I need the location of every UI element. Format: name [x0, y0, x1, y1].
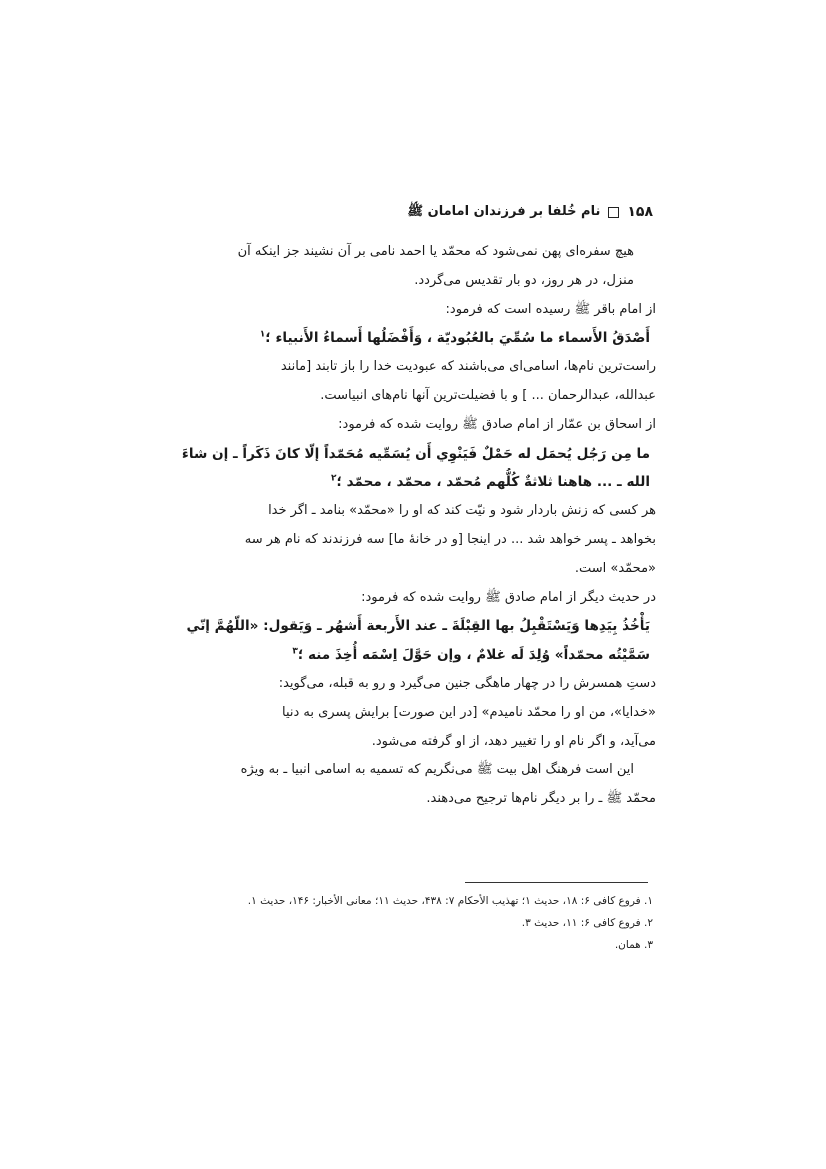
footnote-separator — [465, 882, 648, 883]
translation-line: هر کسی که زنش باردار شود و نیّت کند که او را «محمّد» بنامد ـ اگر خدا — [268, 503, 656, 519]
footnote-ref[interactable]: ۱ — [259, 329, 266, 340]
arabic-hadith: ما مِن رَجُل يُحمَل له حَمْلٌ فَيَنْوِي أَن يُسَمِّيه مُحَمّداً إلّا كانَ ذَكَراً ـ إن شاءَ — [181, 445, 650, 462]
arabic-hadith: الله ـ ... هاهنا ثلاثةٌ كُلُّهم مُحمّد ، محمّد ، محمّد ؛$^۲$ — [330, 473, 650, 491]
footnote-ref[interactable]: ۲ — [330, 473, 337, 484]
paragraph-line: هیچ سفره‌ای پهن نمی‌شود که محمّد یا احمد نامی بر آن نشیند جز اینکه آن — [237, 244, 634, 259]
paragraph-line: محمّد ﷺ ـ را بر دیگر نام‌ها ترجیح می‌دهند. — [426, 791, 656, 807]
paragraph-line: این است فرهنگ اهل بیت ﷺ می‌نگریم که تسمیه به اسامی انبیا ـ به ویژه — [240, 762, 634, 778]
arabic-hadith: أَصْدَقُ الأَسماء ما سُمِّيَ بالعُبُوديّة ، وَأَفْضَلُها أَسماءُ الأَنبياء ؛$^۱$ — [259, 329, 650, 347]
translation-line: «خدایا»، من او را محمّد نامیدم» [در این صورت] برایش پسری به دنیا — [281, 704, 656, 720]
footnote-ref[interactable]: ۳ — [292, 646, 298, 657]
translation-line: عبدالله، عبدالرحمان ... ] و با فضیلت‌ترین آنها نام‌های انبیاست. — [320, 387, 656, 403]
translation-line: راست‌ترین نام‌ها، اسامی‌ای می‌باشند که عبودیت خدا را باز تابند [مانند — [280, 359, 656, 375]
arabic-hadith: سَمَّيْتُه محمّداً» وُلِدَ لَه غلامٌ ، وإن حَوَّلَ اِسْمَه أُخِذَ منه ؛$^۳$ — [292, 646, 650, 664]
footnote: ۲. فروع کافی ۶: ۱۱، حدیث ۳. — [521, 917, 653, 929]
body-text — [172, 238, 656, 814]
footnote: ۳. همان. — [614, 939, 653, 951]
narration-intro: در حدیث دیگر از امام صادق ﷺ روایت شده که فرمود: — [361, 589, 656, 605]
paragraph-line: منزل، در هر روز، دو بار تقدیس می‌گردد. — [414, 272, 634, 288]
page-number: ۱۵۸ — [627, 204, 653, 220]
footnotes — [150, 890, 653, 956]
footnote: ۱. فروع کافی ۶: ۱۸، حدیث ۱؛ تهذیب الأحکام ۷: ۴۳۸، حدیث ۱۱؛ معانی الأخبار: ۱۴۶، حدیث ۱. — [247, 895, 653, 907]
running-title: نام خُلفا بر فرزندان امامان ﷺ — [407, 203, 601, 219]
running-header — [150, 200, 653, 224]
arabic-hadith: يَأْخُذُ بِيَدِها وَيَسْتَقْبِلُ بها القِبْلَةَ ـ عند الأَربعة أَشهُر ـ وَيَقول: «اللّهُمَّ إنّي — [186, 618, 650, 635]
square-bullet-icon — [608, 207, 619, 218]
narration-intro: از امام باقر ﷺ رسیده است که فرمود: — [445, 301, 656, 317]
narration-intro: از اسحاق بن عمّار از امام صادق ﷺ روایت شده که فرمود: — [338, 416, 656, 432]
translation-line: بخواهد ـ پسر خواهد شد ... در اینجا [و در خانهٔ ما] سه فرزندند که نام هر سه — [244, 531, 656, 547]
translation-line: می‌آید، و اگر نام او را تغییر دهد، از او گرفته می‌شود. — [371, 733, 656, 749]
translation-line: «محمّد» است. — [574, 560, 656, 576]
translation-line: دستِ همسرش را در چهار ماهگی جنین می‌گیرد و رو به قبله، می‌گوید: — [278, 675, 656, 691]
